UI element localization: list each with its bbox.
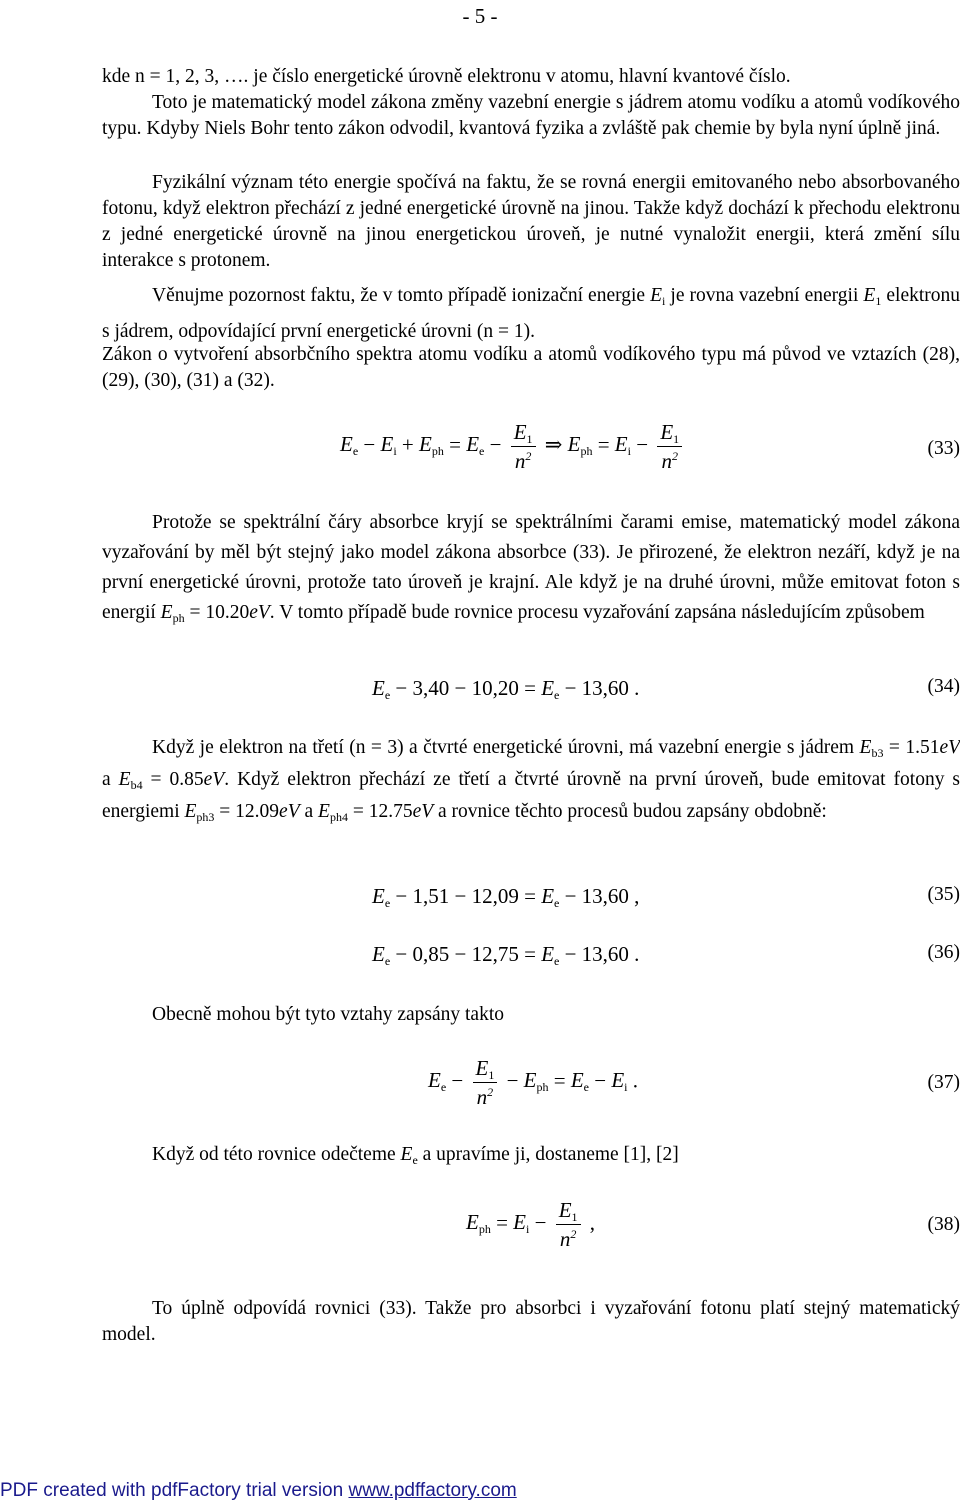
equation-36-number: (36) [927, 942, 960, 963]
p6-text-a: Protože se spektrální čáry absorbce kryjí se spektrálními čarami emise, matematický model zákona vyzařování by měl být stejný jako model zákona absorbce (33). Je přirozené, že elektron nezáří, když je na první energetické úrovni, protože tato úroveň je krajní. Ale když je na druhé úrovni, může emitovat foton s energií [102, 512, 960, 623]
equation-34 [0, 676, 960, 706]
p9-text-b: a upravíme ji, dostaneme [1], [2] [422, 1144, 679, 1165]
p6-text-b: . V tomto případě bude rovnice procesu vyzařování zapsána následujícím způsobem [269, 602, 925, 623]
equation-36 [0, 942, 960, 972]
paragraph-10: To úplně odpovídá rovnici (33). Takže pro absorbci i vyzařování fotonu platí stejný matematický model. [102, 1298, 960, 1345]
paragraph-7: Když je elektron na třetí (n = 3) a čtvrté energetické úrovni, má vazební energie s jádrem $E_{b3} = 1.51eV$ a $E_{b4} = 0.85eV$. Když elektron přechází ze třetí a čtvrté úrovně na první úroveň, bude emitovat fotony s energiemi $E_{ph3} = 12.09eV$ a $E_{ph4} = 12.75eV$ a rovnice těchto procesů budou zapsány obdobně: [102, 737, 960, 824]
equation-38 [0, 1196, 960, 1266]
symbol-eph: $E_{ph}$ [160, 602, 185, 625]
paragraph-3: Fyzikální význam této energie spočívá na faktu, že se rovná energii emitovaného nebo absorbovaného fotonu, když elektron přechází z jedné energetické úrovně na jinou. Takže když dochází k přechodu elektronu z jedné energetické úrovně na jinou energetickou úroveň, je nutné vynaložit energii, která změní sílu interakce s protonem. [102, 172, 960, 271]
paragraph-8: Obecně mohou být tyto vztahy zapsány takto [152, 1004, 504, 1025]
equation-34-body: $E_e - 3,40 - 10,20 = E_e - 13,60$ . [372, 676, 640, 702]
paragraph-6 [102, 508, 960, 628]
p4-text-a: Věnujme pozornost faktu, že v tomto případě ionizační energie [152, 285, 646, 306]
p9-text-a: Když od této rovnice odečteme [152, 1144, 396, 1165]
footer-text: PDF created with pdfFactory trial version [0, 1480, 344, 1501]
paragraph-5: Zákon o vytvoření absorbčního spektra atomu vodíku a atomů vodíkového typu má původ ve vztazích (28), (29), (30), (31) a (32). [102, 344, 960, 391]
footer-link[interactable]: www.pdffactory.com [348, 1480, 517, 1501]
equation-35-number: (35) [927, 884, 960, 905]
p7-text-a: Když je elektron na třetí (n = 3) a čtvrté energetické úrovni, má vazební energie s jádrem [152, 737, 855, 758]
paragraph-1: kde n = 1, 2, 3, …. je číslo energetické úrovně elektronu v atomu, hlavní kvantové číslo. [102, 66, 791, 87]
equation-38-number: (38) [927, 1214, 960, 1235]
equation-37-number: (37) [927, 1072, 960, 1093]
equation-37-body: $E_e$ − $\frac{E_1}{n^2}$ − $E_{ph} = E_e - E_i$ . [428, 1056, 639, 1109]
page-number: - 5 - [462, 4, 498, 28]
equation-34-number: (34) [927, 676, 960, 697]
equation-35 [0, 884, 960, 914]
symbol-ee: $E_e$ [400, 1144, 418, 1167]
paragraph-9 [102, 1142, 960, 1168]
equation-33-body: $E_e - E_i + E_{ph} = E_e$ − $\frac{E_1}{n^2}$ ⇒ $E_{ph} = E_i$ − $\frac{E_1}{n^2}$ [340, 418, 686, 475]
paragraph-4 [102, 278, 960, 350]
equation-33 [0, 418, 960, 488]
symbol-e1: $E_1$ [863, 285, 882, 308]
paragraph-2: Toto je matematický model zákona změny vazební energie s jádrem atomu vodíku a atomů vodíkového typu. Kdyby Niels Bohr tento zákon odvodil, kvantová fyzika a zvláště pak chemie by byla nyní úplně jiná. [102, 92, 960, 139]
symbol-ei: $E_i$ [650, 285, 666, 308]
p4-text-c: elektronu s jádrem, odpovídající první energetické úrovni (n = 1). [102, 285, 960, 342]
equation-36-body: $E_e - 0,85 - 12,75 = E_e - 13,60$ . [372, 942, 640, 968]
p6-value: = 10.20 [189, 602, 250, 623]
equation-37 [0, 1054, 960, 1124]
equation-35-body: $E_e - 1,51 - 12,09 = E_e - 13,60$ , [372, 884, 640, 910]
p6-unit: eV [249, 602, 270, 623]
equation-38-body: $E_{ph} = E_i$ − $\frac{E_1}{n^2}$ , [466, 1198, 596, 1251]
equation-33-number: (33) [927, 438, 960, 459]
pdf-footer [0, 1480, 517, 1502]
p4-text-b: je rovna vazební energii [670, 285, 859, 306]
